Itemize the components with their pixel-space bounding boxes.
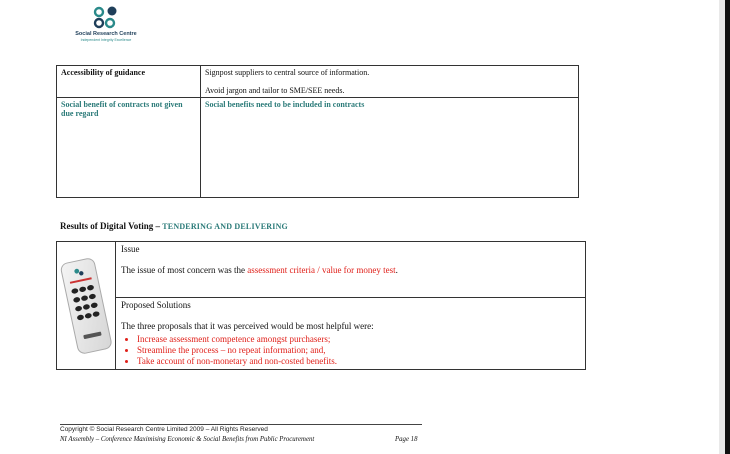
table-row [57,98,579,198]
guidance-table [56,65,579,198]
section-heading [60,221,288,231]
footer-divider [60,424,422,425]
solutions-intro: The three proposals that it was perceived would be most helpful were: [121,321,374,331]
row-label: Social benefit of contracts not given due regard [57,98,201,198]
row-content [201,66,579,98]
logo-icon [93,6,119,30]
page-edge [725,0,730,454]
solutions-title: Proposed Solutions [121,300,191,310]
logo-tagline: Independent Integrity Excellence [80,38,132,42]
issue-text-after: . [395,265,398,275]
keypad-image-cell [57,242,116,370]
issue-text [121,265,580,276]
footer-page-number: Page 18 [395,436,418,443]
logo-name: Social Research Centre [75,31,137,37]
heading-sub: TENDERING AND DELIVERING [162,222,288,231]
table-row [57,298,586,370]
list-item: • Streamline the process – no repeat information; and, [137,345,580,356]
solutions-list [121,334,580,367]
row-label: Accessibility of guidance [57,66,201,98]
row-text: Avoid jargon and tailor to SME/SEE needs. [205,86,345,95]
footer-copyright: Copyright © Social Research Centre Limited 2009 – All Rights Reserved [60,426,268,433]
issue-text-before: The issue of most concern was the [121,265,248,275]
table-row [57,242,586,298]
issue-highlight: assessment criteria / value for money test [247,265,396,275]
list-item: • Increase assessment competence amongst purchasers; [137,334,580,345]
row-text: Signpost suppliers to central source of information. [205,68,370,77]
solutions-cell [116,298,586,370]
logo [70,6,142,50]
table-row [57,66,579,98]
issue-cell [116,242,586,298]
list-item: • Take account of non-monetary and non-costed benefits. [137,356,580,367]
heading-main: Results of Digital Voting – [60,221,163,231]
footer-title: NI Assembly – Conference Maximising Economic & Social Benefits from Public Procurement [60,436,315,443]
voting-keypad-icon [57,250,115,360]
issue-title: Issue [121,244,140,254]
row-content: Social benefits need to be included in contracts [201,98,579,198]
voting-results-table [56,241,586,370]
